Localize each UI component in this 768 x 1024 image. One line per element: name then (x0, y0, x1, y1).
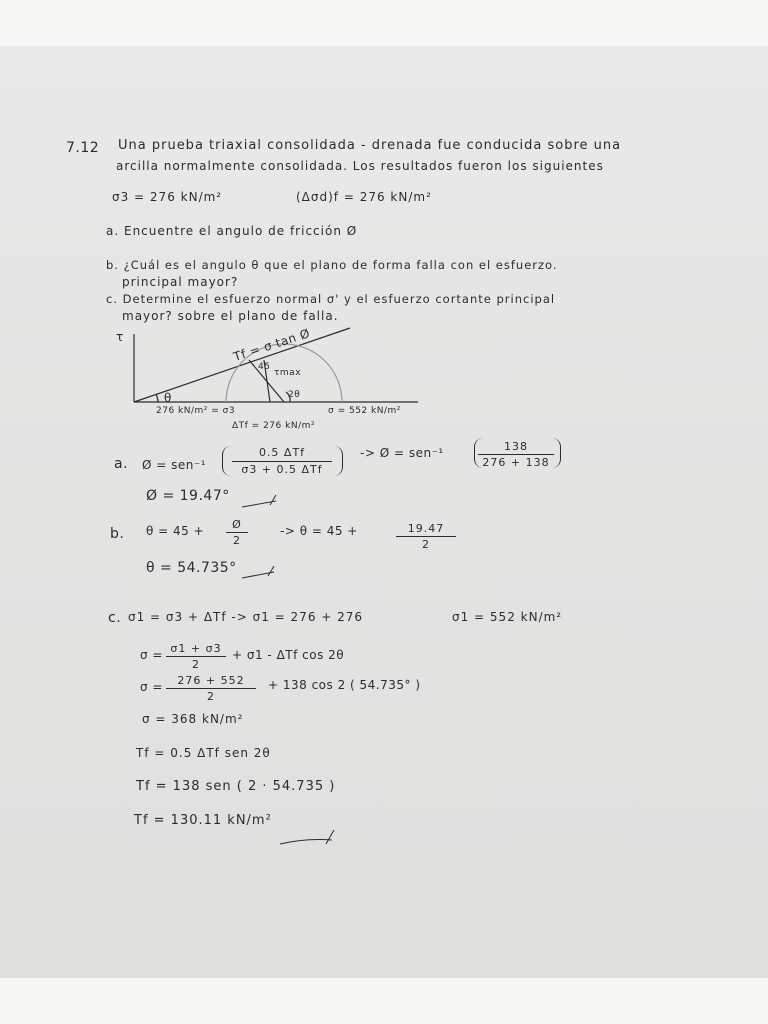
given-deviator: (Δσd)f = 276 kN/m² (296, 190, 432, 204)
check-mark-a (240, 493, 280, 513)
envelope-label: Tf = σ tan Ø (231, 326, 312, 364)
delta-label: ΔTf = 276 kN/m² (232, 421, 315, 431)
sigma3-label: 276 kN/m² = σ3 (156, 406, 236, 416)
part-c-label: c. (108, 610, 122, 626)
part-c-line4: σ = 368 kN/m² (142, 712, 244, 726)
handwritten-page (0, 46, 768, 978)
part-b-result: θ = 54.735° (146, 560, 237, 576)
part-b-frac-bar (226, 532, 248, 533)
given-sigma3: σ3 = 276 kN/m² (112, 190, 223, 204)
part-a-paren2-right (552, 438, 561, 468)
part-a-frac2-num: 138 (504, 440, 528, 453)
part-b-lhs: θ = 45 + (146, 524, 205, 538)
part-a-result: Ø = 19.47° (146, 488, 230, 504)
part-c-line1: σ1 = σ3 + ΔTf -> σ1 = 276 + 276 (128, 610, 364, 624)
part-a-lhs: Ø = sen⁻¹ (142, 458, 207, 472)
part-b-label: b. (110, 526, 125, 542)
part-a-paren-right (334, 446, 343, 476)
part-a-frac2-den: 276 + 138 (482, 456, 550, 469)
part-c-line2-lhs: σ = (140, 648, 163, 662)
part-a-frac-bar (232, 461, 332, 462)
theta-arc (156, 394, 158, 402)
part-a-arrow: -> Ø = sen⁻¹ (360, 446, 444, 460)
part-c-line3-rhs: + 138 cos 2 ( 54.735° ) (268, 678, 421, 692)
part-c-line3-bar (166, 688, 256, 689)
photo-border-top (0, 0, 768, 46)
part-b-frac2-bar (396, 536, 456, 537)
sigma1-label: σ = 552 kN/m² (328, 406, 401, 416)
part-c-line2-num: σ1 + σ3 (170, 642, 222, 655)
angle-45-label: 45 (258, 362, 271, 372)
question-a: a. Encuentre el angulo de fricción Ø (106, 224, 358, 238)
part-b-frac2-num: 19.47 (407, 522, 445, 535)
problem-statement-line1: Una prueba triaxial consolidada - drenada fue conducida sobre una (118, 138, 622, 153)
part-a-frac-num: 0.5 ΔTf (258, 446, 306, 459)
part-b-arrow: -> θ = 45 + (280, 524, 358, 538)
part-b-frac2-den: 2 (422, 538, 430, 551)
part-c-line7: Tf = 130.11 kN/m² (134, 813, 272, 828)
photo-border-bottom (0, 978, 768, 1024)
theta-label: θ (164, 391, 172, 405)
part-c-line3-num: 276 + 552 (177, 674, 245, 687)
problem-statement-line2: arcilla normalmente consolidada. Los resultados fueron los siguientes (116, 159, 604, 173)
part-c-line3-lhs: σ = (140, 680, 163, 694)
question-b-line1: b. ¿Cuál es el angulo θ que el plano de forma falla con el esfuerzo. (106, 258, 558, 272)
part-c-line1-result: σ1 = 552 kN/m² (452, 610, 563, 624)
check-mark-b (240, 562, 280, 582)
part-a-frac2-bar (478, 454, 554, 455)
part-a-paren-left (222, 446, 231, 476)
problem-number: 7.12 (66, 140, 100, 156)
tau-max-label: τmax (274, 368, 302, 378)
question-b-line2: principal mayor? (122, 275, 239, 289)
part-c-line6: Tf = 138 sen ( 2 · 54.735 ) (136, 779, 336, 794)
part-c-line2-den: 2 (192, 658, 200, 671)
part-c-line2-bar (166, 656, 226, 657)
part-a-frac-den: σ3 + 0.5 ΔTf (241, 463, 323, 476)
two-theta-label: 2θ (288, 390, 301, 400)
part-a-label: a. (114, 456, 129, 472)
part-b-frac-den: 2 (233, 534, 241, 547)
question-c-line2: mayor? sobre el plano de falla. (122, 309, 339, 323)
part-c-line2-rhs: + σ1 - ΔTf cos 2θ (232, 648, 345, 662)
question-c-line1: c. Determine el esfuerzo normal σ' y el esfuerzo cortante principal (106, 292, 556, 306)
check-mark-c (276, 826, 346, 850)
part-b-frac-num: Ø (232, 518, 242, 531)
tau-axis-label: τ (116, 330, 124, 344)
part-c-line3-den: 2 (207, 690, 215, 703)
part-c-line5: Tf = 0.5 ΔTf sen 2θ (136, 746, 271, 760)
